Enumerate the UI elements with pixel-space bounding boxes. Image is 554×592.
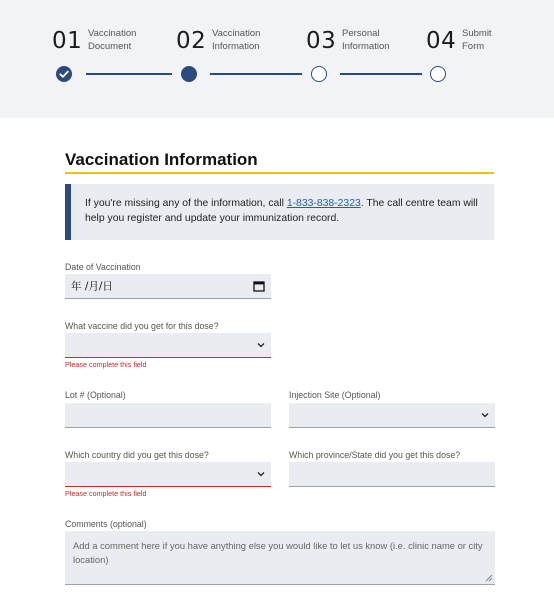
step-3-label-line2: Information [342,40,390,52]
step-4-label [462,28,492,53]
vaccine-label: What vaccine did you get for this dose? [65,321,219,331]
chevron-down-icon [481,412,489,418]
comments-label: Comments (optional) [65,519,147,529]
title-underline [65,172,494,174]
date-input-value: 年 /月/日 [71,280,113,293]
step-3-label-line1: Personal [342,28,380,39]
step-1-complete-indicator [56,66,72,82]
step-4-label-line2: Form [462,40,485,52]
lot-number-input[interactable] [65,403,271,428]
step-connector [210,73,302,75]
province-state-input[interactable] [289,462,495,487]
step-1-label-line2: Document [88,40,132,52]
injection-site-label: Injection Site (Optional) [289,390,381,400]
chevron-down-icon [257,471,265,477]
step-1-label [88,28,136,53]
date-of-vaccination-input[interactable] [65,274,271,299]
injection-site-select[interactable] [289,403,495,428]
province-state-label: Which province/State did you get this dose? [289,450,461,460]
vaccine-error-message: Please complete this field [65,360,147,369]
info-callout [65,184,494,240]
step-2-label-line1: Vaccination [212,28,261,39]
country-label: Which country did you get this dose? [65,450,209,460]
calendar-icon[interactable] [253,280,265,292]
info-text-before: If you're missing any of the information, call [85,198,287,209]
info-text-after: . The call centre team will help you register and update your immunization record. [85,198,478,224]
lot-number-label: Lot # (Optional) [65,390,126,400]
country-select[interactable] [65,462,271,487]
step-connector [86,73,172,75]
comments-placeholder: Add a comment here if you have anything else you would like to let us know (i.e. clinic name or city location) [73,540,483,565]
step-4-label-line1: Submit [462,28,492,39]
vaccine-select[interactable] [65,333,271,358]
step-2-label [212,28,260,53]
step-1-label-line1: Vaccination [88,28,137,39]
step-1-number: 01 [52,28,83,54]
step-2-label-line2: Information [212,40,260,52]
progress-stepper [0,0,554,118]
checkmark-icon [56,66,72,82]
step-2-current-indicator [181,66,197,82]
step-3-number: 03 [306,28,337,54]
step-connector [340,73,422,75]
step-3-label [342,28,390,53]
country-error-message: Please complete this field [65,489,147,498]
page-title: Vaccination Information [65,150,258,169]
chevron-down-icon [257,342,265,348]
step-3-pending-indicator [311,66,327,82]
date-of-vaccination-label: Date of Vaccination [65,262,141,272]
step-4-number: 04 [426,28,457,54]
step-4-pending-indicator [430,66,446,82]
step-2-number: 02 [176,28,207,54]
call-centre-phone-link[interactable]: 1-833-838-2323 [286,198,361,209]
resize-handle-icon[interactable] [485,574,493,582]
comments-textarea[interactable] [65,531,495,585]
